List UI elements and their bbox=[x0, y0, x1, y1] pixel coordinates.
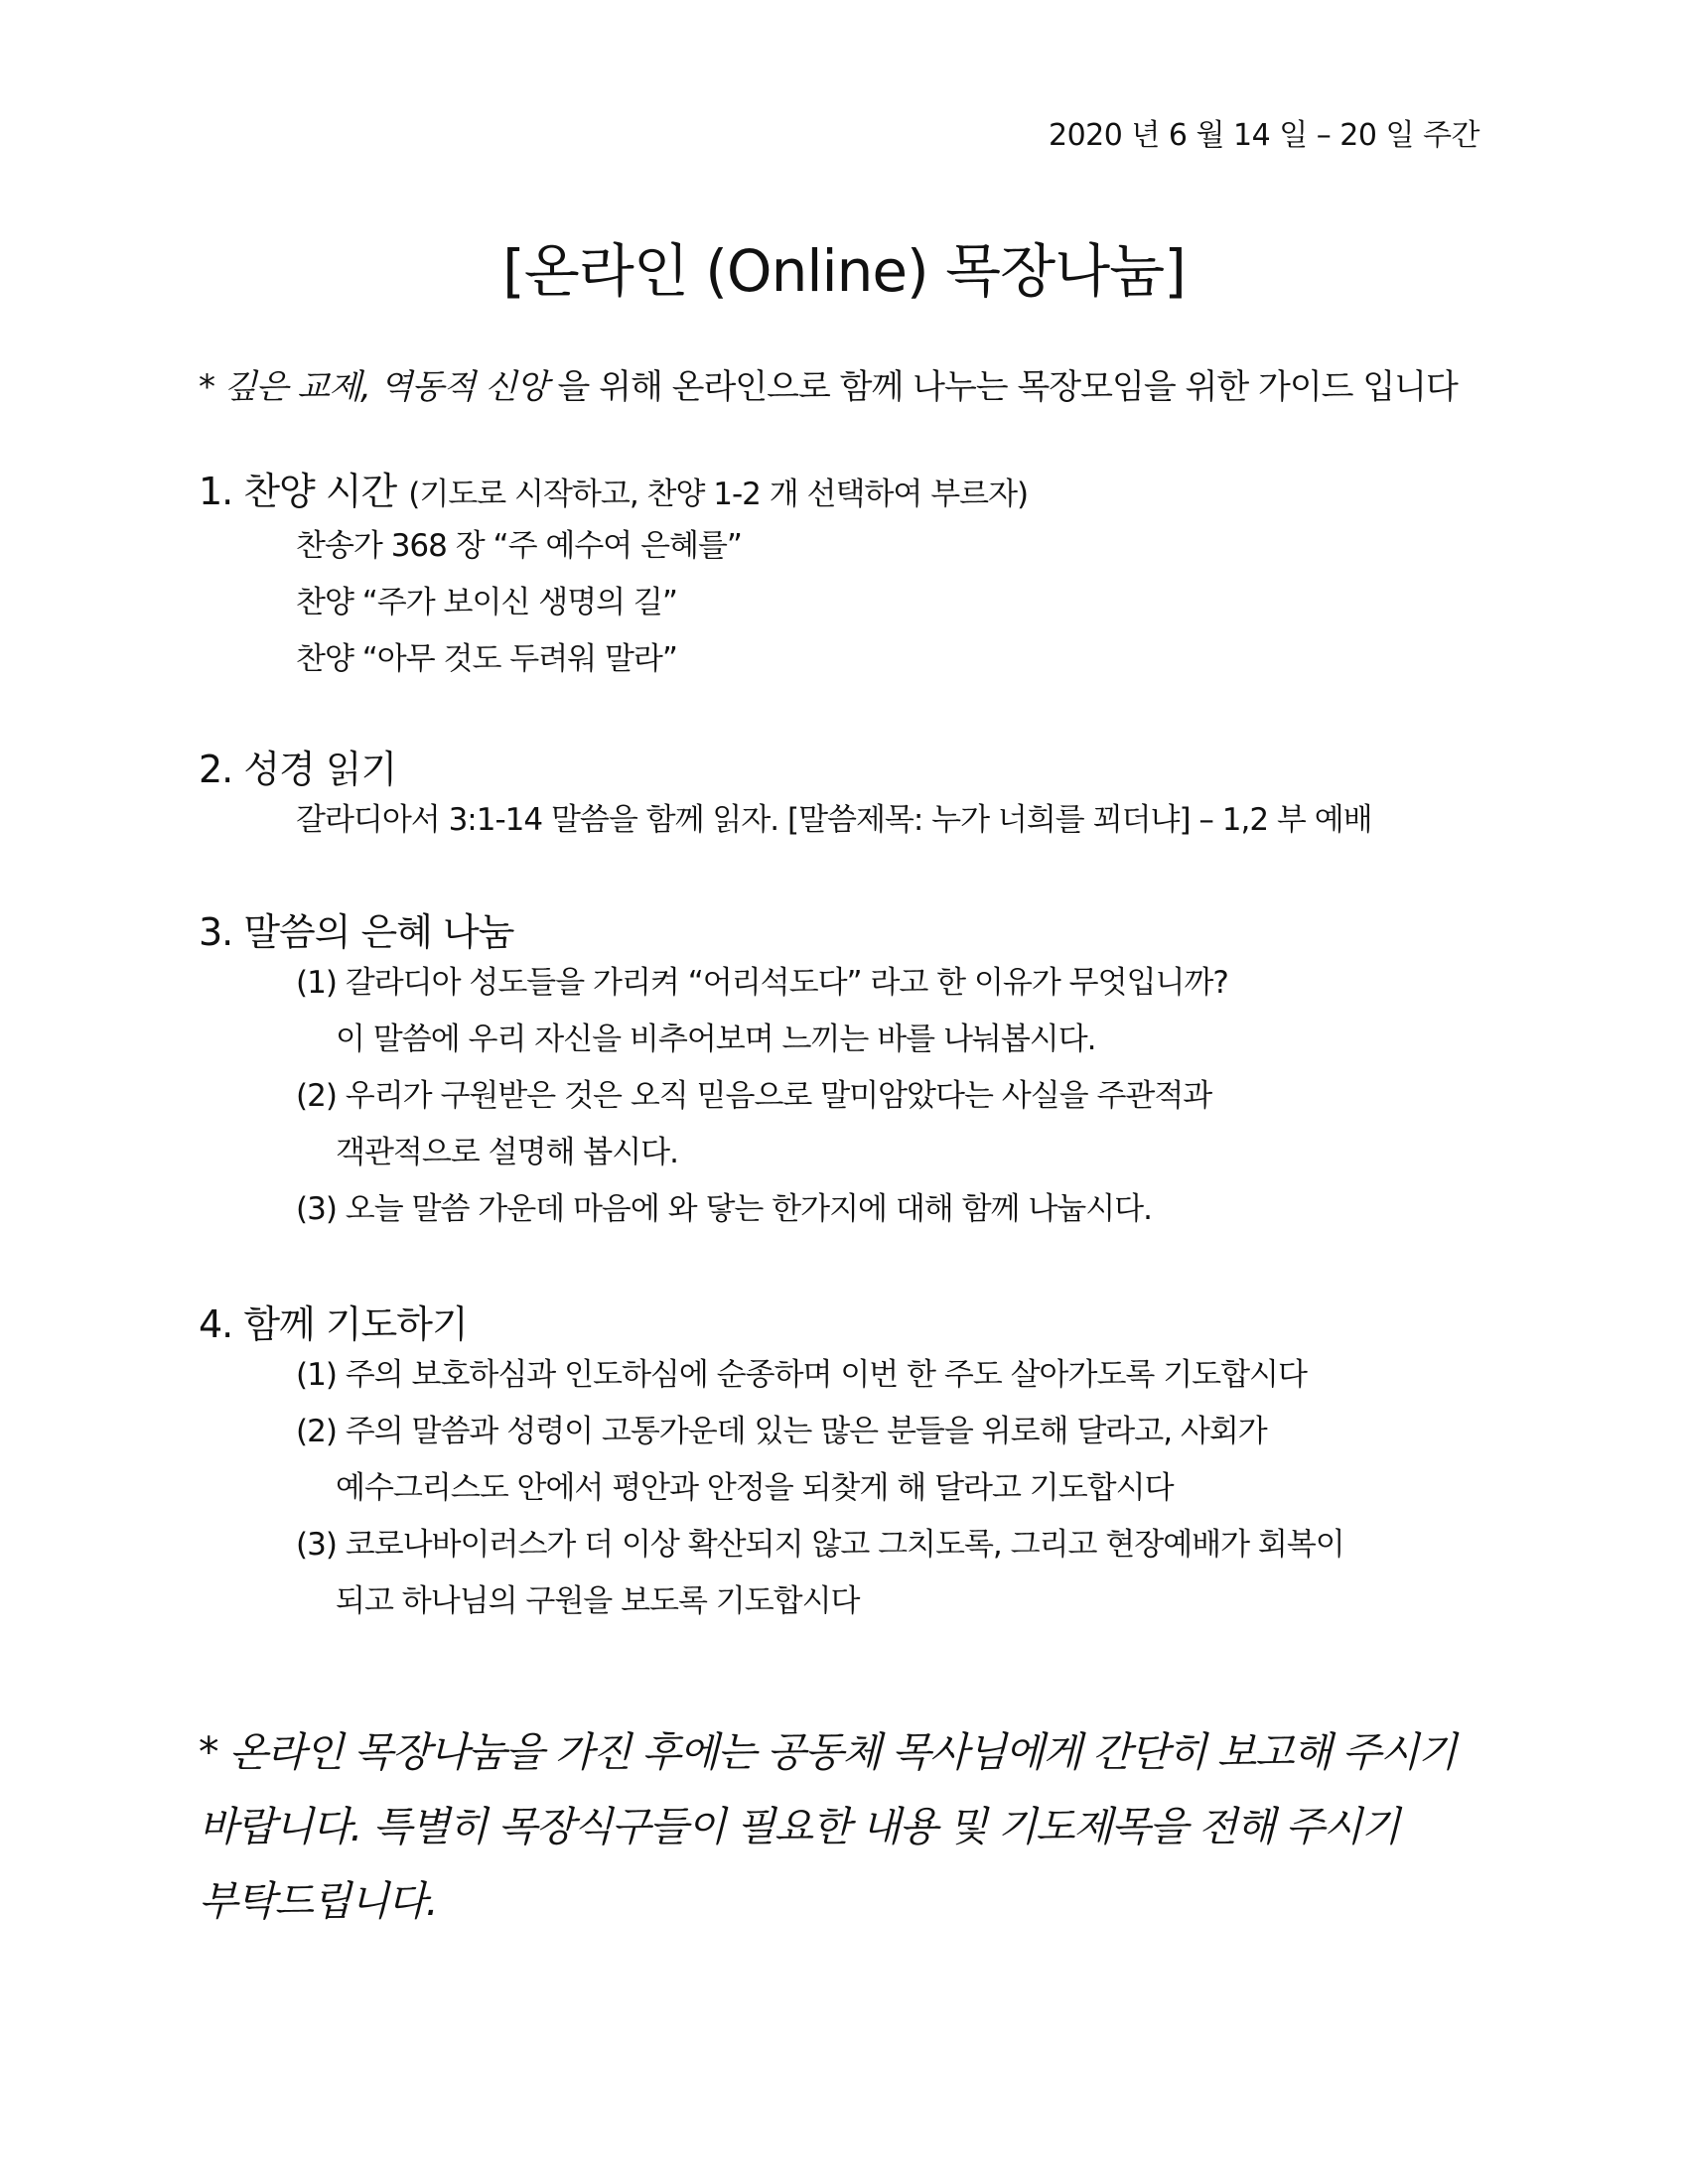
document-date: 2020 년 6 월 14 일 – 20 일 주간 bbox=[1049, 118, 1479, 153]
closing-line: * 온라인 목장나눔을 가진 후에는 공동체 목사님에게 간단히 보고해 주시기 bbox=[199, 1728, 1456, 1776]
section-bible-reading bbox=[199, 739, 1489, 851]
prayer-item: (2) 주의 말씀과 성령이 고통가운데 있는 많은 분들을 위로해 달라고, 사회가 bbox=[296, 1414, 1267, 1449]
document-title: [온라인 (Online) 목장나눔] bbox=[502, 237, 1186, 305]
section-prayer bbox=[199, 1294, 1489, 1632]
praise-item: 찬송가 368 장 “주 예수여 은혜를” bbox=[296, 528, 742, 564]
section-praise bbox=[199, 461, 1489, 690]
intro-line bbox=[199, 359, 1458, 408]
sharing-question: (1) 갈라디아 성도들을 가리켜 “어리석도다” 라고 한 이유가 무엇입니까? bbox=[296, 965, 1228, 1001]
section-title: 3. 말씀의 은혜 나눔 bbox=[199, 910, 514, 954]
section-note: (기도로 시작하고, 찬양 1-2 개 선택하여 부르자) bbox=[408, 477, 1029, 512]
intro-asterisk: * bbox=[199, 367, 224, 407]
section-sharing bbox=[199, 901, 1489, 1240]
prayer-item: (3) 코로나바이러스가 더 이상 확산되지 않고 그치도록, 그리고 현장예배가 회복이 bbox=[296, 1527, 1344, 1563]
prayer-item-continued: 예수그리스도 안에서 평안과 안정을 되찾게 해 달라고 기도합시다 bbox=[336, 1470, 1174, 1506]
section-heading bbox=[199, 461, 1489, 520]
praise-item: 찬양 “주가 보이신 생명의 길” bbox=[296, 585, 677, 620]
intro-text: 을 위해 온라인으로 함께 나누는 목장모임을 위한 가이드 입니다 bbox=[547, 367, 1458, 407]
sharing-question-continued: 객관적으로 설명해 봅시다. bbox=[336, 1135, 678, 1170]
sharing-question: (3) 오늘 말씀 가운데 마음에 와 닿는 한가지에 대해 함께 나눕시다. bbox=[296, 1191, 1152, 1227]
prayer-item: (1) 주의 보호하심과 인도하심에 순종하며 이번 한 주도 살아가도록 기도합시다 bbox=[296, 1357, 1307, 1393]
sharing-question: (2) 우리가 구원받은 것은 오직 믿음으로 말미암았다는 사실을 주관적과 bbox=[296, 1078, 1212, 1114]
closing-line: 바랍니다. 특별히 목장식구들이 필요한 내용 및 기도제목을 전해 주시기 bbox=[199, 1803, 1399, 1850]
prayer-item-continued: 되고 하나님의 구원을 보도록 기도합시다 bbox=[336, 1583, 860, 1619]
sharing-question-continued: 이 말씀에 우리 자신을 비추어보며 느끼는 바를 나눠봅시다. bbox=[336, 1022, 1096, 1057]
praise-item: 찬양 “아무 것도 두려워 말라” bbox=[296, 641, 677, 677]
section-title: 1. 찬양 시간 bbox=[199, 470, 397, 513]
section-title: 2. 성경 읽기 bbox=[199, 748, 397, 791]
section-title: 4. 함께 기도하기 bbox=[199, 1302, 468, 1346]
closing-note bbox=[199, 1715, 1529, 1939]
closing-line: 부탁드립니다. bbox=[199, 1877, 438, 1925]
reading-passage: 갈라디아서 3:1-14 말씀을 함께 읽자. [말씀제목: 누가 너희를 꾀더냐] – 1,2 부 예배 bbox=[296, 802, 1372, 838]
intro-emphasis: 깊은 교제, 역동적 신앙 bbox=[223, 367, 548, 407]
